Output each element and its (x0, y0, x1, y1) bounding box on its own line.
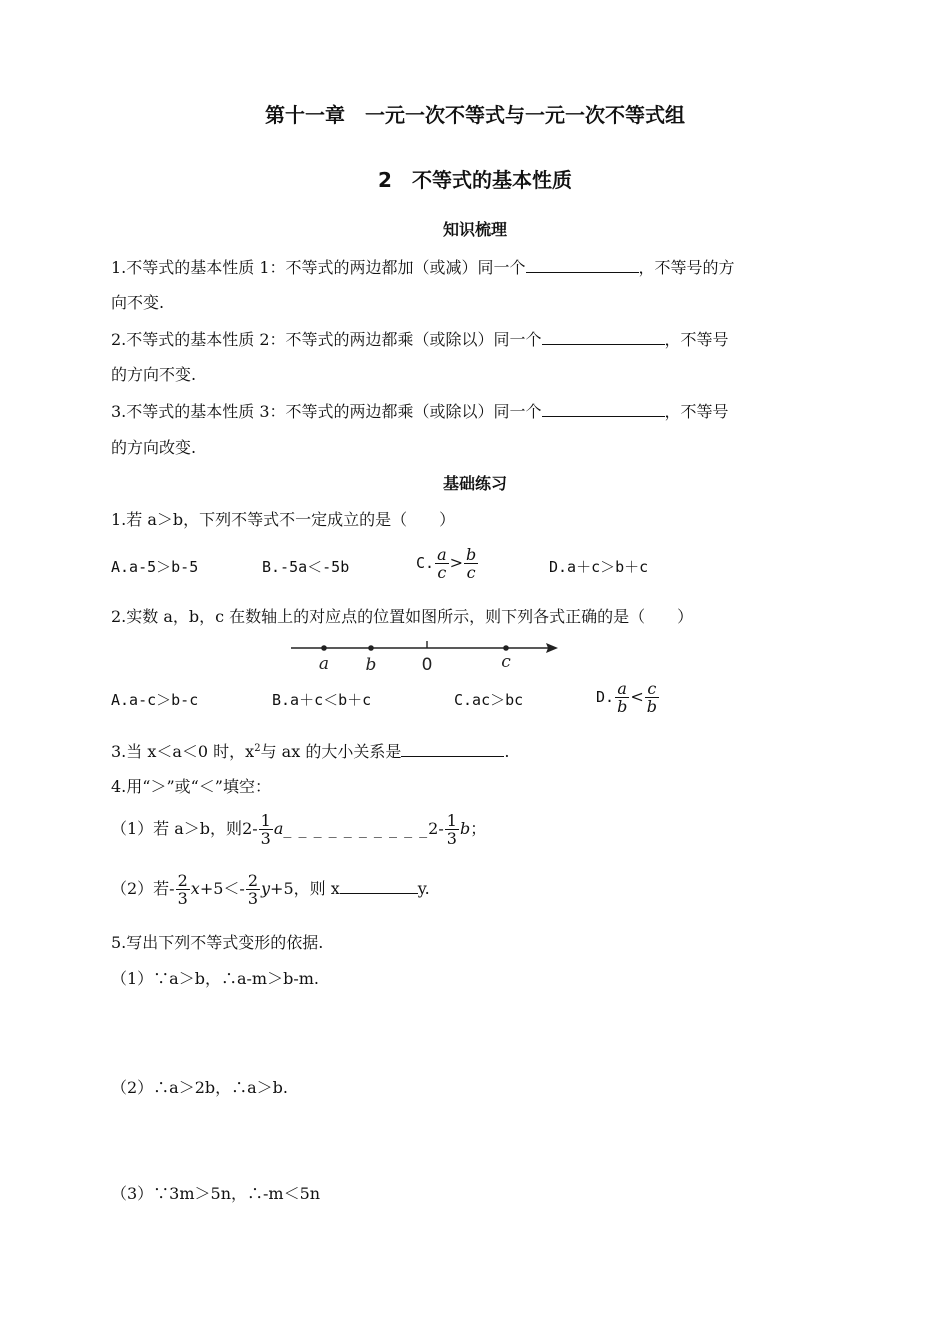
frac-numerator: c (645, 680, 659, 698)
section-heading-practice: 基础练习 (442, 474, 507, 493)
question-3-text: 3.当 x＜a＜0 时，x (111, 742, 255, 761)
chapter-title: 第十一章 一元一次不等式与一元一次不等式组 (265, 103, 685, 127)
variable-y: y (261, 879, 271, 898)
part-1-left-int: 2- (242, 819, 258, 838)
answer-blank[interactable] (542, 400, 665, 417)
question-2-option-b[interactable]: B.a＋c＜b＋c (272, 691, 372, 709)
question-5-part-2: （2）∴a＞2b，∴a＞b. (111, 1078, 289, 1097)
variable-x: x (190, 879, 200, 898)
question-4-stem: 4.用“＞”或“＜”填空： (111, 777, 271, 796)
frac-denominator: b (617, 697, 628, 716)
axis-label-c: c (501, 652, 511, 672)
axis-label-a: a (318, 654, 330, 674)
question-4-part-1 (111, 812, 486, 847)
point-b (368, 645, 374, 651)
variable-b: b (459, 819, 471, 838)
frac-numerator: 2 (177, 871, 188, 890)
answer-blank-dashed[interactable]: _ _ _ _ _ _ _ _ _ _ (283, 819, 429, 838)
knowledge-item-3-tail: ，不等号 (664, 402, 729, 421)
frac-numerator: 1 (446, 811, 457, 830)
variable-a: a (273, 819, 284, 838)
frac-denominator: 3 (260, 829, 271, 848)
section-heading-knowledge: 知识梳理 (442, 220, 507, 239)
question-2-option-a[interactable]: A.a-c＞b-c (111, 691, 199, 709)
inequality-sign: > (449, 553, 464, 572)
knowledge-item-2-text: 2.不等式的基本性质 2：不等式的两边都乘（或除以）同一个 (111, 330, 542, 349)
part-2-after: +5，则 x (270, 879, 340, 898)
question-1-option-b[interactable]: B.-5a＜-5b (262, 558, 350, 576)
lesson-title: 2 不等式的基本性质 (378, 168, 572, 192)
axis-label-zero: 0 (421, 655, 433, 674)
question-2-option-d[interactable] (596, 680, 660, 715)
inequality-sign: < (630, 687, 644, 706)
frac-denominator: c (466, 563, 476, 582)
part-2-end: y. (417, 879, 430, 898)
answer-blank[interactable] (542, 328, 665, 345)
knowledge-item-3-line2: 的方向改变. (111, 438, 197, 457)
question-1-option-c[interactable] (416, 546, 479, 581)
number-line (288, 632, 560, 674)
part-2-mid: +5＜- (199, 879, 245, 898)
question-4-part-2 (111, 872, 430, 907)
question-5-part-1: （1）∵a＞b，∴a-m＞b-m. (111, 969, 319, 988)
question-3-end: . (504, 742, 510, 761)
answer-blank[interactable] (526, 256, 639, 273)
answer-blank[interactable] (401, 740, 504, 757)
question-2-option-c[interactable]: C.ac＞bc (454, 691, 524, 709)
question-2-stem: 2.实数 a，b，c 在数轴上的对应点的位置如图所示，则下列各式正确的是（ ） (111, 607, 694, 626)
knowledge-item-2-line2: 的方向不变. (111, 365, 197, 384)
frac-denominator: 3 (177, 889, 188, 908)
question-5-part-3: （3）∵3m＞5n，∴-m＜5n (111, 1184, 321, 1203)
frac-numerator: a (615, 680, 629, 698)
knowledge-item-3 (111, 400, 729, 423)
frac-numerator: 1 (260, 811, 271, 830)
exponent: 2 (254, 743, 261, 754)
part-2-text: （2）若- (111, 879, 175, 898)
knowledge-item-2-tail: ，不等号 (664, 330, 729, 349)
part-1-text: （1）若 a＞b，则 (111, 819, 243, 838)
axis-label-b: b (365, 655, 377, 674)
point-a (321, 645, 327, 651)
part-1-end: ； (470, 819, 487, 838)
frac-denominator: c (437, 563, 447, 582)
knowledge-item-3-text: 3.不等式的基本性质 3：不等式的两边都乘（或除以）同一个 (111, 402, 542, 421)
question-1-option-a[interactable]: A.a-5＞b-5 (111, 558, 199, 576)
option-d-label: D. (596, 688, 615, 706)
question-1-stem: 1.若 a＞b，下列不等式不一定成立的是（ ） (111, 510, 456, 529)
knowledge-item-2 (111, 328, 729, 351)
frac-denominator: b (646, 697, 657, 716)
knowledge-item-1-tail: ，不等号的方 (638, 258, 735, 277)
question-3-text-rest: 与 ax 的大小关系是 (260, 742, 402, 761)
knowledge-item-1 (111, 256, 735, 279)
frac-numerator: a (437, 545, 447, 564)
question-5-stem: 5.写出下列不等式变形的依据. (111, 933, 324, 952)
question-3 (111, 740, 509, 763)
answer-blank[interactable] (340, 877, 418, 894)
part-1-right-int: 2- (428, 819, 444, 838)
knowledge-item-1-text: 1.不等式的基本性质 1：不等式的两边都加（或减）同一个 (111, 258, 526, 277)
frac-denominator: 3 (247, 889, 258, 908)
frac-denominator: 3 (446, 829, 457, 848)
question-1-option-d[interactable]: D.a＋c＞b＋c (549, 558, 649, 576)
point-c (503, 645, 509, 651)
option-c-label: C. (416, 554, 435, 572)
frac-numerator: b (466, 545, 477, 564)
frac-numerator: 2 (247, 871, 258, 890)
knowledge-item-1-line2: 向不变. (111, 293, 165, 312)
